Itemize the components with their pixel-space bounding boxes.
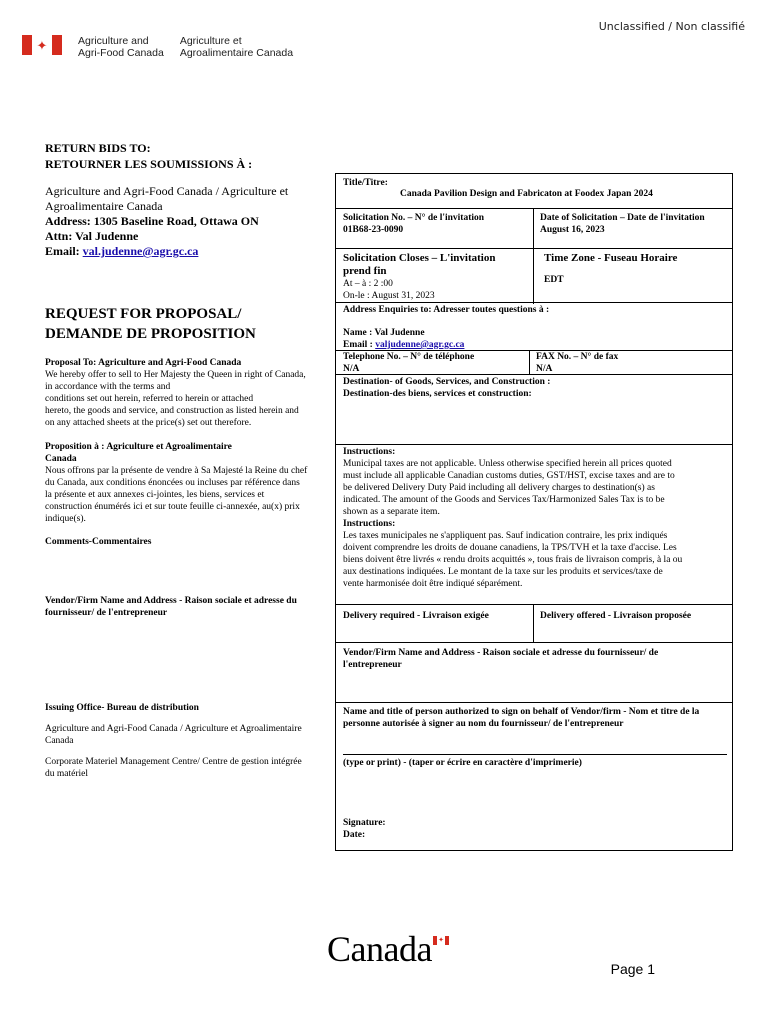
- solicitation-date: Date of Solicitation – Date de l'invitation August 16, 2023: [540, 213, 705, 235]
- telephone: Telephone No. – N° de téléphone N/A: [343, 352, 475, 374]
- proposition-section: Proposition à : Agriculture et Agroalimentaire Canada Nous offrons par la présente de vendre à Sa Majesté la Reine du chef du Canada, aux conditions énoncées ou incluses par référence dans la présente et aux annexes ci-jointes, les biens, services et construction énumérés ici et sur toute feuille ci-annexée, au(x) prix indique(s).: [45, 442, 308, 524]
- return-address: Agriculture and Agri-Food Canada / Agriculture et Agroalimentaire Canada Address: 1305 Baseline Road, Ottawa ON Attn: Val Judenne Email: val.judenne@agr.gc.ca: [45, 184, 289, 258]
- comments-label: Comments-Commentaires: [45, 537, 152, 547]
- destination: Destination- of Goods, Services, and Construction : Destination-des biens, services et construction:: [343, 377, 551, 399]
- delivery-offered: Delivery offered - Livraison proposée: [540, 611, 692, 621]
- return-email-link[interactable]: val.judenne@agr.gc.ca: [82, 244, 199, 258]
- vendor-firm-label: Vendor/Firm Name and Address - Raison sociale et adresse du fournisseur/ de l'entrepreneur: [343, 648, 659, 670]
- delivery-required: Delivery required - Livraison exigée: [343, 611, 489, 621]
- return-bids-heading: RETURN BIDS TO: RETOURNER LES SOUMISSIONS À :: [45, 141, 253, 171]
- rfp-title: REQUEST FOR PROPOSAL/ DEMANDE DE PROPOSITION: [45, 306, 256, 342]
- enquiry-email-link[interactable]: valjudenne@agr.gc.ca: [375, 340, 465, 350]
- title-value: Canada Pavilion Design and Fabricaton at Foodex Japan 2024: [400, 189, 653, 199]
- canada-wordmark: Canada: [327, 929, 432, 969]
- proposal-to-section: Proposal To: Agriculture and Agri-Food Canada We hereby offer to sell to Her Majesty the Queen in right of Canada, in accordance with the terms and conditions set out herein, referred to herein or attached hereto, the goods and service, and construction as listed herein and on any attached sheets at the price(s) set out therefore.: [45, 358, 306, 428]
- solicitation-form: [335, 173, 733, 851]
- enquiries: Address Enquiries to: Adresser toutes questions à : Name : Val Judenne Email : valjudenne@agr.gc.ca: [343, 305, 550, 350]
- authorized-person-label: Name and title of person authorized to sign on behalf of Vendor/firm - Nom et titre de la personne autorisée à signer au nom du fournisseur/ de l'entrepreneur: [343, 707, 700, 729]
- instructions: Instructions: Municipal taxes are not applicable. Unless otherwise specified herein all prices quoted must include all applicable Canadian customs duties, GST/HST, excise taxes and are to be delivered Delivery Duty Paid including all delivery charges to destination(s) as indicated. The amount of the Goods and Services Tax/Harmonized Sales Tax is to be shown as a separate item. Instructions: Les taxes municipales ne s'appliquent pas. Sauf indication contraire, les prix indiqués doivent comprendre les droits de douane canadiens, la TPS/TVH et la taxe d'accise. Les biens doivent être livrés « rendu droits acquittés », tous frais de livraison compris, à la ou aux destinations indiquées. Le montant de la taxe sur les produits et services/taxe de vente harmonisée doit être indiqué séparément.: [343, 447, 683, 589]
- wordmark-flag-icon: ✦: [433, 936, 449, 945]
- canada-flag-icon: ✦: [22, 35, 62, 55]
- page-number: Page 1: [610, 961, 655, 977]
- solicitation-closes: Solicitation Closes – L'invitation prend fin At – à : 2 :00 On-le : August 31, 2023: [343, 252, 496, 301]
- solicitation-number: Solicitation No. – N° de l'invitation 01B68-23-0090: [343, 213, 485, 235]
- issuing-office: Issuing Office- Bureau de distribution Agriculture and Agri-Food Canada / Agriculture et Agroalimentaire Canada Corporate Materiel Management Centre/ Centre de gestion intégrée du matériel: [45, 703, 302, 779]
- signature-date: Signature: Date:: [343, 818, 386, 840]
- fax: FAX No. – N° de fax N/A: [536, 352, 619, 374]
- vendor-left-label: Vendor/Firm Name and Address - Raison sociale et adresse du fournisseur/ de l'entrepreneur: [45, 596, 297, 618]
- type-or-print-label: (type or print) - (taper or écrire en caractère d'imprimerie): [343, 758, 582, 768]
- dept-name-en: Agriculture and Agri-Food Canada: [78, 35, 164, 59]
- department-logo: [22, 35, 309, 59]
- time-zone: Time Zone - Fuseau Horaire EDT: [544, 252, 678, 285]
- dept-name-fr: Agriculture et Agroalimentaire Canada: [179, 35, 294, 59]
- title-label: Title/Titre:: [343, 178, 388, 188]
- classification-label: Unclassified / Non classifié: [598, 20, 745, 33]
